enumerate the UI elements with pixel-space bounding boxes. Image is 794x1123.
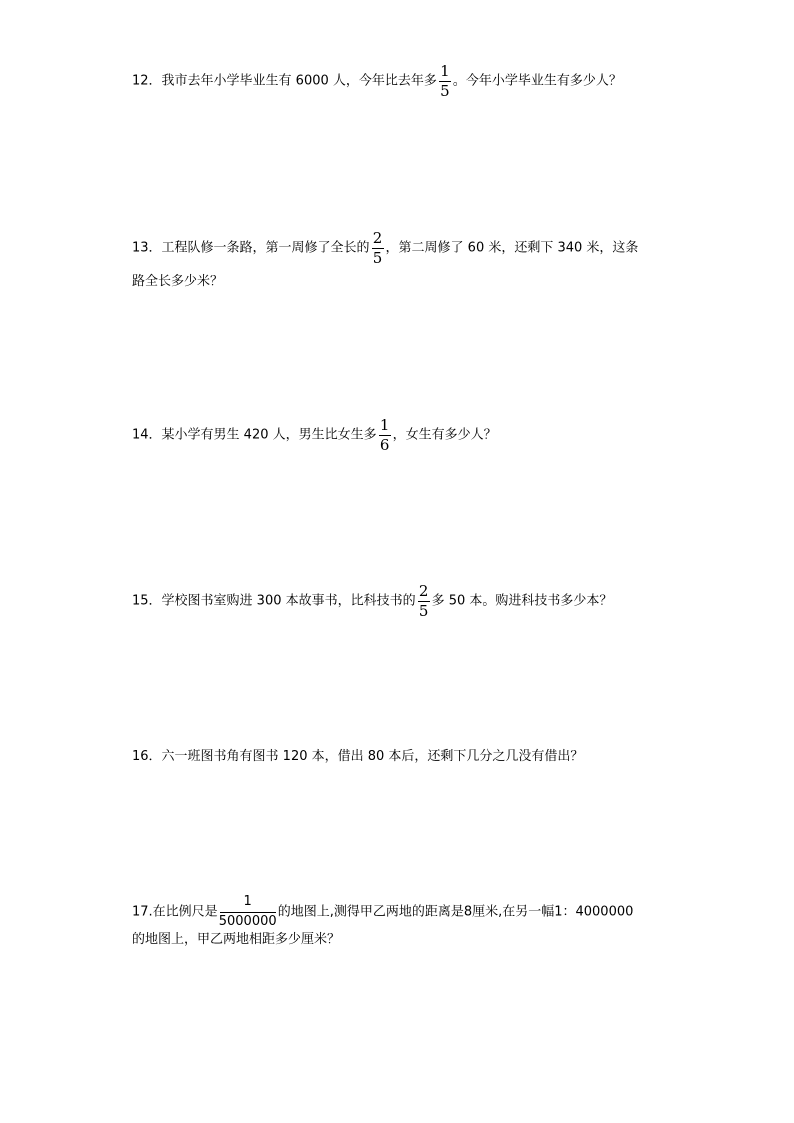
fraction-scale-ratio	[219, 894, 277, 930]
fraction-numerator: 2	[372, 229, 383, 247]
fraction-one-fifth	[438, 63, 452, 99]
fraction-denominator: 5	[440, 82, 450, 100]
fraction-denominator: 6	[379, 436, 390, 454]
question-13-text-after: ，第二周修了 60 米，还剩下 340 米，这条	[385, 240, 639, 256]
fraction-denominator: 5	[418, 602, 429, 620]
fraction-bar	[220, 912, 276, 913]
question-12-text-after: 。今年小学毕业生有多少人？	[452, 73, 622, 89]
question-12	[132, 63, 672, 99]
fraction-one-sixth	[378, 417, 392, 453]
fraction-two-fifths	[417, 583, 431, 619]
question-15-text-after: 多 50 本。购进科技书多少本？	[431, 593, 613, 609]
question-16	[132, 747, 672, 767]
question-13	[132, 230, 672, 292]
question-13-text-before: 13．工程队修一条路，第一周修了全长的	[132, 240, 370, 256]
question-15	[132, 583, 672, 619]
question-12-text-before: 12．我市去年小学毕业生有 6000 人，今年比去年多	[132, 73, 437, 89]
fraction-numerator: 1	[379, 416, 390, 434]
question-17	[132, 894, 672, 950]
question-15-text-before: 15．学校图书室购进 300 本故事书，比科技书的	[132, 593, 416, 609]
fraction-numerator: 2	[418, 582, 429, 600]
question-14-text-after: ，女生有多少人？	[392, 427, 497, 443]
question-17-text-after: 的地图上,测得甲乙两地的距离是8厘米,在另一幅1：4000000	[277, 904, 634, 920]
fraction-denominator: 5	[372, 249, 383, 267]
question-14-text-before: 14．某小学有男生 420 人，男生比女生多	[132, 427, 377, 443]
fraction-numerator: 1	[440, 62, 450, 80]
question-16-text: 16．六一班图书角有图书 120 本，借出 80 本后，还剩下几分之几没有借出？	[132, 749, 584, 764]
fraction-denominator: 5000000	[218, 914, 277, 929]
fraction-numerator: 1	[243, 894, 252, 909]
question-17-line-2: 的地图上，甲乙两地相距多少厘米？	[132, 932, 341, 947]
question-14	[132, 417, 672, 453]
question-17-text-before: 17.在比例尺是	[132, 904, 218, 920]
fraction-two-fifths	[371, 230, 385, 266]
question-13-line-2: 路全长多少米？	[132, 274, 224, 289]
